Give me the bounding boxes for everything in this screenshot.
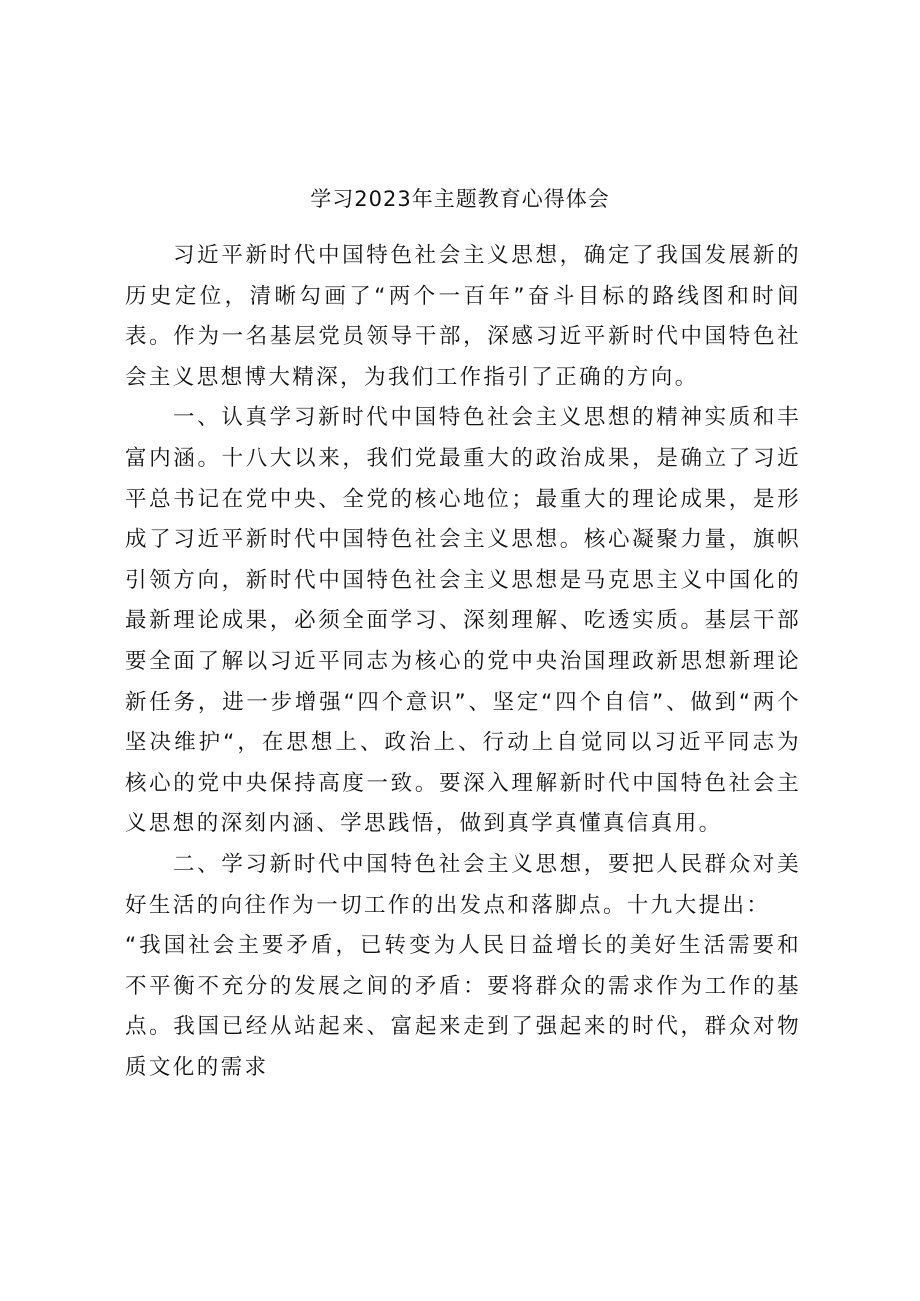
document-body — [125, 236, 801, 1088]
paragraph-quote: “我国社会主要矛盾，已转变为人民日益增长的美好生活需要和不平衡不充分的发展之间的矛盾：要将群众的需求作为工作的基点。我国已经从站起来、富起来走到了强起来的时代，群众对物质文化的需求 — [125, 933, 801, 1080]
document-title: 学习2023年主题教育心得体会 — [310, 187, 610, 211]
paragraph-section-one: 一、认真学习新时代中国特色社会主义思想的精神实质和丰富内涵。十八大以来，我们党最重大的政治成果，是确立了习近平总书记在党中央、全党的核心地位；最重大的理论成果，是形成了习近平新时代中国特色社会主义思想。核心凝聚力量，旗帜引领方向，新时代中国特色社会主义思想是马克思主义中国化的最新理论成果，必须全面学习、深刻理解、吃透实质。基层干部要全面了解以习近平同志为核心的党中央治国理政新思想新理论新任务，进一步增强“四个意识”、坚定“四个自信”、做到“两个坚决维护“，在思想上、政治上、行动上自觉同以习近平同志为核心的党中央保持高度一致。要深入理解新时代中国特色社会主义思想的深刻内涵、学思践悟，做到真学真懂真信真用。 — [125, 405, 801, 837]
paragraph-intro: 习近平新时代中国特色社会主义思想，确定了我国发展新的历史定位，清晰勾画了“两个一百年”奋斗目标的路线图和时间表。作为一名基层党员领导干部，深感习近平新时代中国特色社会主义思想博大精深，为我们工作指引了正确的方向。 — [125, 243, 801, 390]
paragraph-section-two: 二、学习新时代中国特色社会主义思想，要把人民群众对美好生活的向往作为一切工作的出发点和落脚点。十九大提出： — [125, 851, 801, 918]
